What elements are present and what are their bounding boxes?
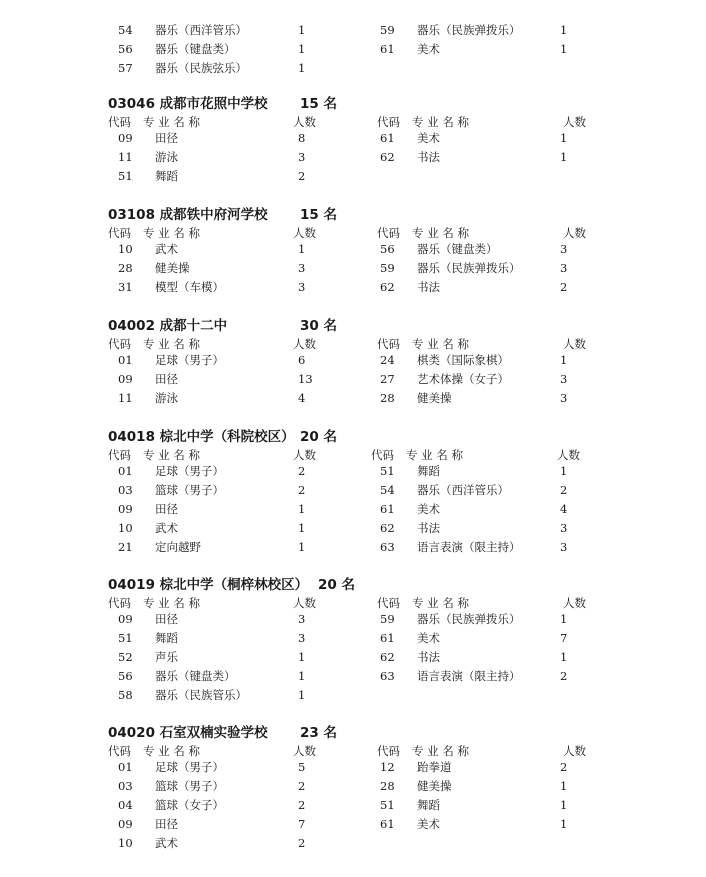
item-name: 游泳: [155, 391, 178, 405]
item-count: 1: [298, 23, 306, 37]
item-name: 游泳: [155, 150, 178, 164]
item-count: 1: [298, 42, 306, 56]
school-title: [108, 94, 337, 114]
item-name: 书法: [417, 280, 440, 294]
item-name: 田径: [155, 372, 178, 386]
header-name: 专 业 名 称: [143, 337, 200, 351]
item-name: 器乐（民族弹拨乐）: [417, 261, 521, 275]
table-row: [0, 130, 706, 146]
item-code: 28: [380, 779, 395, 793]
item-code: 61: [380, 131, 395, 145]
item-name: 声乐: [155, 650, 178, 664]
item-code: 54: [118, 23, 133, 37]
item-code: 56: [380, 242, 395, 256]
item-name: 美术: [417, 502, 440, 516]
table-header: [0, 595, 706, 611]
item-code: 31: [118, 280, 133, 294]
header-code: 代码: [108, 115, 131, 129]
item-name: 舞蹈: [417, 464, 440, 478]
item-count: 2: [560, 760, 568, 774]
item-count: 1: [560, 23, 568, 37]
item-count: 2: [298, 779, 306, 793]
table-row: [0, 501, 706, 517]
item-name: 器乐（民族弦乐）: [155, 61, 247, 75]
item-name: 棋类（国际象棋）: [417, 353, 509, 367]
item-count: 3: [298, 280, 306, 294]
table-row: [0, 149, 706, 165]
table-header: [0, 114, 706, 130]
item-name: 篮球（女子）: [155, 798, 224, 812]
school-quota: 15 名: [300, 96, 337, 112]
item-name: 足球（男子）: [155, 464, 224, 478]
header-count: 人数: [563, 744, 586, 758]
item-count: 8: [298, 131, 306, 145]
header-code: 代码: [108, 448, 131, 462]
item-count: 1: [560, 353, 568, 367]
table-row: [0, 371, 706, 387]
item-name: 器乐（民族弹拨乐）: [417, 612, 521, 626]
item-count: 3: [298, 150, 306, 164]
table-row: [0, 168, 706, 184]
item-code: 63: [380, 540, 395, 554]
item-code: 27: [380, 372, 395, 386]
school-code-name: 03108 成都铁中府河学校: [108, 207, 268, 223]
header-name: 专 业 名 称: [143, 115, 200, 129]
item-code: 10: [118, 836, 133, 850]
item-name: 健美操: [417, 779, 452, 793]
item-name: 书法: [417, 521, 440, 535]
school-title: [108, 575, 355, 595]
header-name: 专 业 名 称: [406, 448, 463, 462]
table-row: [0, 260, 706, 276]
school-title: [108, 427, 337, 447]
item-count: 2: [560, 280, 568, 294]
table-header: [0, 447, 706, 463]
item-count: 1: [298, 688, 306, 702]
item-name: 器乐（民族管乐）: [155, 688, 247, 702]
item-code: 61: [380, 631, 395, 645]
item-code: 52: [118, 650, 133, 664]
table-header: [0, 225, 706, 241]
header-name: 专 业 名 称: [143, 448, 200, 462]
item-count: 3: [560, 391, 568, 405]
item-count: 2: [298, 483, 306, 497]
header-count: 人数: [293, 115, 316, 129]
item-code: 24: [380, 353, 395, 367]
item-code: 09: [118, 502, 133, 516]
school-code-name: 04019 棕北中学（桐梓林校区）: [108, 577, 309, 593]
school-code-name: 04018 棕北中学（科院校区）: [108, 429, 295, 445]
school-title: [108, 723, 337, 743]
table-row: [0, 482, 706, 498]
item-code: 10: [118, 242, 133, 256]
table-row: [0, 649, 706, 665]
item-code: 09: [118, 612, 133, 626]
item-name: 田径: [155, 817, 178, 831]
item-name: 武术: [155, 521, 178, 535]
item-code: 56: [118, 42, 133, 56]
item-name: 器乐（键盘类）: [155, 669, 236, 683]
table-row: [0, 241, 706, 257]
table-row: [0, 41, 706, 57]
table-row: [0, 279, 706, 295]
item-count: 1: [298, 502, 306, 516]
item-count: 3: [298, 612, 306, 626]
header-code: 代码: [377, 337, 400, 351]
item-count: 3: [560, 372, 568, 386]
header-code: 代码: [108, 744, 131, 758]
item-code: 63: [380, 669, 395, 683]
item-name: 武术: [155, 242, 178, 256]
item-code: 51: [118, 631, 133, 645]
item-name: 美术: [417, 631, 440, 645]
item-code: 61: [380, 42, 395, 56]
item-name: 器乐（键盘类）: [417, 242, 498, 256]
item-code: 61: [380, 502, 395, 516]
item-count: 2: [298, 464, 306, 478]
item-code: 09: [118, 131, 133, 145]
school-code-name: 03046 成都市花照中学校: [108, 96, 268, 112]
header-count: 人数: [293, 226, 316, 240]
item-code: 51: [380, 798, 395, 812]
item-count: 1: [560, 612, 568, 626]
item-count: 4: [298, 391, 306, 405]
table-row: [0, 539, 706, 555]
item-name: 篮球（男子）: [155, 779, 224, 793]
header-count: 人数: [293, 744, 316, 758]
item-count: 3: [298, 631, 306, 645]
item-code: 54: [380, 483, 395, 497]
item-code: 59: [380, 612, 395, 626]
item-name: 健美操: [417, 391, 452, 405]
header-code: 代码: [108, 337, 131, 351]
header-count: 人数: [563, 115, 586, 129]
item-code: 12: [380, 760, 395, 774]
item-count: 1: [560, 817, 568, 831]
item-name: 舞蹈: [155, 169, 178, 183]
item-name: 语言表演（限主持）: [417, 540, 521, 554]
item-name: 跆拳道: [417, 760, 452, 774]
table-header: [0, 743, 706, 759]
item-name: 舞蹈: [155, 631, 178, 645]
item-code: 01: [118, 760, 133, 774]
item-count: 1: [560, 131, 568, 145]
item-name: 武术: [155, 836, 178, 850]
header-name: 专 业 名 称: [412, 226, 469, 240]
table-row: [0, 22, 706, 38]
item-code: 56: [118, 669, 133, 683]
header-count: 人数: [563, 337, 586, 351]
item-name: 美术: [417, 131, 440, 145]
header-count: 人数: [563, 596, 586, 610]
item-name: 田径: [155, 131, 178, 145]
school-quota: 20 名: [300, 429, 337, 445]
table-row: [0, 611, 706, 627]
item-count: 1: [298, 669, 306, 683]
item-code: 11: [118, 391, 133, 405]
table-row: [0, 630, 706, 646]
header-code: 代码: [377, 115, 400, 129]
school-quota: 15 名: [300, 207, 337, 223]
school-quota: 23 名: [300, 725, 337, 741]
item-name: 健美操: [155, 261, 190, 275]
table-row: [0, 352, 706, 368]
item-name: 器乐（民族弹拨乐）: [417, 23, 521, 37]
item-count: 2: [298, 169, 306, 183]
item-count: 2: [298, 836, 306, 850]
item-name: 田径: [155, 612, 178, 626]
table-row: [0, 687, 706, 703]
header-count: 人数: [563, 226, 586, 240]
item-name: 模型（车模）: [155, 280, 224, 294]
item-count: 1: [298, 242, 306, 256]
item-code: 03: [118, 483, 133, 497]
item-code: 10: [118, 521, 133, 535]
table-row: [0, 778, 706, 794]
item-count: 3: [298, 261, 306, 275]
item-code: 28: [118, 261, 133, 275]
header-name: 专 业 名 称: [143, 226, 200, 240]
header-code: 代码: [108, 226, 131, 240]
table-row: [0, 835, 706, 851]
item-code: 03: [118, 779, 133, 793]
item-code: 09: [118, 817, 133, 831]
header-name: 专 业 名 称: [143, 744, 200, 758]
item-count: 7: [560, 631, 568, 645]
item-code: 11: [118, 150, 133, 164]
item-count: 13: [298, 372, 313, 386]
item-code: 62: [380, 150, 395, 164]
item-name: 足球（男子）: [155, 760, 224, 774]
item-name: 器乐（西洋管乐）: [155, 23, 247, 37]
item-name: 器乐（键盘类）: [155, 42, 236, 56]
table-row: [0, 463, 706, 479]
item-name: 器乐（西洋管乐）: [417, 483, 509, 497]
header-code: 代码: [377, 226, 400, 240]
header-count: 人数: [557, 448, 580, 462]
school-code-name: 04002 成都十二中: [108, 318, 228, 334]
item-count: 3: [560, 521, 568, 535]
item-count: 6: [298, 353, 306, 367]
item-code: 59: [380, 23, 395, 37]
header-name: 专 业 名 称: [412, 744, 469, 758]
item-count: 3: [560, 242, 568, 256]
item-code: 01: [118, 464, 133, 478]
header-count: 人数: [293, 337, 316, 351]
item-count: 1: [298, 540, 306, 554]
item-count: 1: [560, 650, 568, 664]
table-row: [0, 797, 706, 813]
header-code: 代码: [108, 596, 131, 610]
header-count: 人数: [293, 448, 316, 462]
school-title: [108, 316, 337, 336]
item-name: 书法: [417, 650, 440, 664]
header-code: 代码: [377, 744, 400, 758]
item-code: 04: [118, 798, 133, 812]
header-code: 代码: [371, 448, 394, 462]
header-count: 人数: [293, 596, 316, 610]
item-name: 书法: [417, 150, 440, 164]
header-code: 代码: [377, 596, 400, 610]
item-count: 2: [298, 798, 306, 812]
school-code-name: 04020 石室双楠实验学校: [108, 725, 268, 741]
item-code: 57: [118, 61, 133, 75]
item-count: 1: [560, 464, 568, 478]
item-code: 51: [380, 464, 395, 478]
item-count: 3: [560, 540, 568, 554]
item-count: 1: [298, 521, 306, 535]
item-name: 语言表演（限主持）: [417, 669, 521, 683]
item-count: 1: [298, 61, 306, 75]
table-row: [0, 816, 706, 832]
item-code: 61: [380, 817, 395, 831]
item-count: 4: [560, 502, 568, 516]
item-count: 1: [560, 42, 568, 56]
item-code: 58: [118, 688, 133, 702]
item-code: 21: [118, 540, 133, 554]
item-count: 3: [560, 261, 568, 275]
table-row: [0, 60, 706, 76]
item-name: 美术: [417, 817, 440, 831]
item-count: 2: [560, 483, 568, 497]
school-quota: 30 名: [300, 318, 337, 334]
table-header: [0, 336, 706, 352]
item-name: 舞蹈: [417, 798, 440, 812]
item-code: 62: [380, 521, 395, 535]
item-count: 5: [298, 760, 306, 774]
item-code: 01: [118, 353, 133, 367]
item-code: 09: [118, 372, 133, 386]
item-name: 足球（男子）: [155, 353, 224, 367]
item-count: 1: [298, 650, 306, 664]
table-row: [0, 390, 706, 406]
item-count: 1: [560, 798, 568, 812]
school-title: [108, 205, 337, 225]
header-name: 专 业 名 称: [412, 337, 469, 351]
header-name: 专 业 名 称: [143, 596, 200, 610]
item-code: 28: [380, 391, 395, 405]
item-code: 62: [380, 280, 395, 294]
item-code: 59: [380, 261, 395, 275]
item-name: 田径: [155, 502, 178, 516]
item-name: 艺术体操（女子）: [417, 372, 509, 386]
item-name: 美术: [417, 42, 440, 56]
school-quota: 20 名: [318, 577, 355, 593]
item-name: 篮球（男子）: [155, 483, 224, 497]
header-name: 专 业 名 称: [412, 596, 469, 610]
header-name: 专 业 名 称: [412, 115, 469, 129]
item-count: 1: [560, 150, 568, 164]
item-count: 1: [560, 779, 568, 793]
item-count: 7: [298, 817, 306, 831]
item-code: 51: [118, 169, 133, 183]
table-row: [0, 520, 706, 536]
item-count: 2: [560, 669, 568, 683]
table-row: [0, 668, 706, 684]
item-code: 62: [380, 650, 395, 664]
item-name: 定向越野: [155, 540, 201, 554]
table-row: [0, 759, 706, 775]
